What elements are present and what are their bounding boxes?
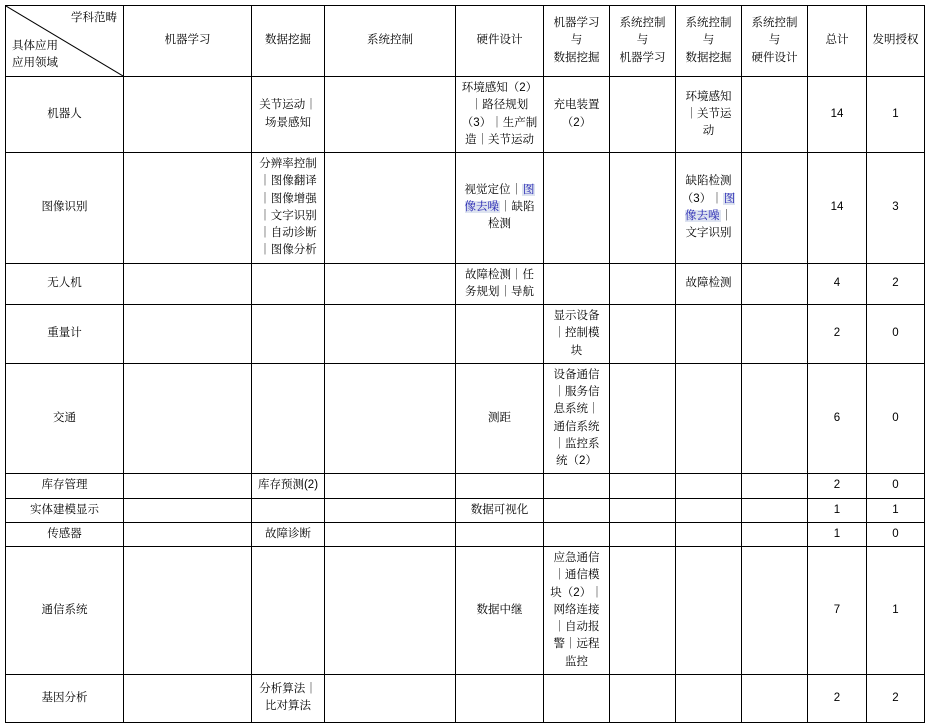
row-header-robot: 机器人 xyxy=(6,77,124,153)
cell-inventory-dm: 库存预测(2) xyxy=(252,474,325,498)
header-corner-bottom-label xyxy=(12,38,58,73)
cell-comm-sc-ml xyxy=(610,547,676,675)
cell-weight-sc xyxy=(325,305,456,364)
cell-inventory-sc xyxy=(325,474,456,498)
cell-weight-ml xyxy=(124,305,252,364)
cell-modeling-dm xyxy=(252,498,325,522)
cell-traffic-dm xyxy=(252,363,325,474)
cell-uav-sc xyxy=(325,263,456,305)
cell-modeling-hw: 数据可视化 xyxy=(456,498,544,522)
cell-sensor-sc xyxy=(325,522,456,546)
cell-traffic-sc-dm xyxy=(676,363,742,474)
column-header-sc: 系统控制 xyxy=(325,6,456,77)
cell-sensor-granted: 0 xyxy=(867,522,925,546)
cell-robot-sc-ml xyxy=(610,77,676,153)
cell-uav-sc-dm: 故障检测 xyxy=(676,263,742,305)
cell-modeling-sc-hw xyxy=(742,498,808,522)
cell-image-sc-hw xyxy=(742,153,808,264)
cell-inventory-ml-dm xyxy=(544,474,610,498)
cell-robot-ml xyxy=(124,77,252,153)
column-header-ml-dm-line2: 数据挖掘 xyxy=(553,51,600,64)
cell-gene-ml xyxy=(124,674,252,722)
cell-gene-ml-dm xyxy=(544,674,610,722)
cell-robot-sc xyxy=(325,77,456,153)
row-header-gene-analysis: 基因分析 xyxy=(6,674,124,722)
cell-comm-ml-dm: 应急通信｜通信模块（2）｜网络连接｜自动报警｜远程监控 xyxy=(544,547,610,675)
cell-image-ml-dm xyxy=(544,153,610,264)
cell-gene-total: 2 xyxy=(808,674,867,722)
cell-traffic-hw: 测距 xyxy=(456,363,544,474)
cell-sensor-hw xyxy=(456,522,544,546)
table-row xyxy=(6,474,925,498)
table-row xyxy=(6,263,925,305)
cell-comm-dm xyxy=(252,547,325,675)
column-header-sc-dm-line1: 系统控制与 xyxy=(685,17,732,47)
header-corner-bottom-line2: 应用领域 xyxy=(12,56,58,69)
row-header-sensor: 传感器 xyxy=(6,522,124,546)
cell-image-ml xyxy=(124,153,252,264)
column-header-ml-dm-line1: 机器学习与 xyxy=(553,17,600,47)
header-corner-top-label: 学科范畴 xyxy=(71,12,117,24)
column-header-total: 总计 xyxy=(808,6,867,77)
highlighted-term-2: 图像去噪 xyxy=(685,192,736,222)
cell-modeling-granted: 1 xyxy=(867,498,925,522)
table-row xyxy=(6,674,925,722)
cell-robot-granted: 1 xyxy=(867,77,925,153)
cell-robot-total: 14 xyxy=(808,77,867,153)
cell-weight-sc-dm xyxy=(676,305,742,364)
cell-image-sc xyxy=(325,153,456,264)
cell-weight-sc-ml xyxy=(610,305,676,364)
cell-uav-dm xyxy=(252,263,325,305)
row-header-inventory: 库存管理 xyxy=(6,474,124,498)
cell-uav-total: 4 xyxy=(808,263,867,305)
column-header-sc-dm xyxy=(676,6,742,77)
cell-uav-granted: 2 xyxy=(867,263,925,305)
header-corner-cell xyxy=(6,6,124,77)
cell-robot-sc-hw xyxy=(742,77,808,153)
cell-sensor-sc-ml xyxy=(610,522,676,546)
cell-weight-granted: 0 xyxy=(867,305,925,364)
cell-comm-hw: 数据中继 xyxy=(456,547,544,675)
cell-weight-sc-hw xyxy=(742,305,808,364)
header-corner-bottom-line1: 具体应用 xyxy=(12,39,58,52)
cell-inventory-hw xyxy=(456,474,544,498)
column-header-sc-hw-line1: 系统控制与 xyxy=(751,17,798,47)
cell-comm-sc xyxy=(325,547,456,675)
cell-traffic-ml-dm: 设备通信｜服务信息系统｜通信系统｜监控系统（2） xyxy=(544,363,610,474)
cell-traffic-ml xyxy=(124,363,252,474)
cell-gene-sc-ml xyxy=(610,674,676,722)
cell-sensor-ml xyxy=(124,522,252,546)
cell-comm-ml xyxy=(124,547,252,675)
table-row xyxy=(6,522,925,546)
cell-sensor-ml-dm xyxy=(544,522,610,546)
column-header-sc-ml xyxy=(610,6,676,77)
cell-uav-ml xyxy=(124,263,252,305)
table-row xyxy=(6,77,925,153)
table-row xyxy=(6,498,925,522)
column-header-hw: 硬件设计 xyxy=(456,6,544,77)
table-header-row xyxy=(6,6,925,77)
row-header-solid-modeling-display: 实体建模显示 xyxy=(6,498,124,522)
cell-weight-total: 2 xyxy=(808,305,867,364)
cell-sensor-dm: 故障诊断 xyxy=(252,522,325,546)
cell-gene-dm: 分析算法｜ 比对算法 xyxy=(252,674,325,722)
cell-gene-sc xyxy=(325,674,456,722)
cell-gene-sc-dm xyxy=(676,674,742,722)
cell-modeling-ml-dm xyxy=(544,498,610,522)
column-header-sc-hw xyxy=(742,6,808,77)
column-header-ml: 机器学习 xyxy=(124,6,252,77)
cell-traffic-granted: 0 xyxy=(867,363,925,474)
row-header-weight-meter: 重量计 xyxy=(6,305,124,364)
cell-uav-ml-dm xyxy=(544,263,610,305)
column-header-sc-dm-line2: 数据挖掘 xyxy=(685,51,732,64)
cell-gene-granted: 2 xyxy=(867,674,925,722)
cell-sensor-sc-hw xyxy=(742,522,808,546)
cell-sensor-sc-dm xyxy=(676,522,742,546)
row-header-traffic: 交通 xyxy=(6,363,124,474)
column-header-sc-hw-line2: 硬件设计 xyxy=(751,51,798,64)
cell-image-sc-ml xyxy=(610,153,676,264)
row-header-uav: 无人机 xyxy=(6,263,124,305)
cell-uav-sc-hw xyxy=(742,263,808,305)
cell-traffic-sc-hw xyxy=(742,363,808,474)
table-row xyxy=(6,153,925,264)
cell-robot-sc-dm: 环境感知｜关节运动 xyxy=(676,77,742,153)
cell-image-sc-dm: 缺陷检测（3）｜图像去噪｜文字识别 xyxy=(676,153,742,264)
cell-traffic-total: 6 xyxy=(808,363,867,474)
column-header-granted: 发明授权 xyxy=(867,6,925,77)
cell-gene-hw xyxy=(456,674,544,722)
cell-robot-ml-dm: 充电装置（2） xyxy=(544,77,610,153)
cell-image-hw: 视觉定位｜图像去噪｜缺陷检测 xyxy=(456,153,544,264)
cell-modeling-ml xyxy=(124,498,252,522)
cell-modeling-sc-dm xyxy=(676,498,742,522)
cell-traffic-sc-ml xyxy=(610,363,676,474)
cell-traffic-sc xyxy=(325,363,456,474)
cell-robot-hw: 环境感知（2）｜路径规划（3）｜生产制造｜关节运动 xyxy=(456,77,544,153)
cell-modeling-total: 1 xyxy=(808,498,867,522)
cell-image-total: 14 xyxy=(808,153,867,264)
cell-inventory-granted: 0 xyxy=(867,474,925,498)
patent-matrix-sheet xyxy=(0,5,931,713)
cell-comm-sc-hw xyxy=(742,547,808,675)
cell-uav-hw: 故障检测｜任务规划｜导航 xyxy=(456,263,544,305)
cell-inventory-sc-ml xyxy=(610,474,676,498)
cell-weight-hw xyxy=(456,305,544,364)
cell-robot-dm: 关节运动｜场景感知 xyxy=(252,77,325,153)
cell-inventory-sc-hw xyxy=(742,474,808,498)
row-header-communication-system: 通信系统 xyxy=(6,547,124,675)
column-header-ml-dm xyxy=(544,6,610,77)
column-header-sc-ml-line2: 机器学习 xyxy=(619,51,666,64)
cell-comm-granted: 1 xyxy=(867,547,925,675)
cell-modeling-sc-ml xyxy=(610,498,676,522)
cell-comm-sc-dm xyxy=(676,547,742,675)
cell-modeling-sc xyxy=(325,498,456,522)
cell-inventory-total: 2 xyxy=(808,474,867,498)
cell-comm-total: 7 xyxy=(808,547,867,675)
cell-image-dm: 分辨率控制｜图像翻译｜图像增强｜文字识别｜自动诊断｜图像分析 xyxy=(252,153,325,264)
column-header-sc-ml-line1: 系统控制与 xyxy=(619,17,666,47)
table-row xyxy=(6,547,925,675)
cell-inventory-sc-dm xyxy=(676,474,742,498)
cell-weight-ml-dm: 显示设备｜控制模块 xyxy=(544,305,610,364)
cell-inventory-ml xyxy=(124,474,252,498)
cell-gene-sc-hw xyxy=(742,674,808,722)
cell-sensor-total: 1 xyxy=(808,522,867,546)
highlighted-term: 图像去噪 xyxy=(464,183,535,214)
cell-image-granted: 3 xyxy=(867,153,925,264)
table-row xyxy=(6,305,925,364)
column-header-dm: 数据挖掘 xyxy=(252,6,325,77)
cell-weight-dm xyxy=(252,305,325,364)
table-row xyxy=(6,363,925,474)
row-header-image-recognition: 图像识别 xyxy=(6,153,124,264)
application-domain-matrix xyxy=(5,5,925,723)
cell-uav-sc-ml xyxy=(610,263,676,305)
